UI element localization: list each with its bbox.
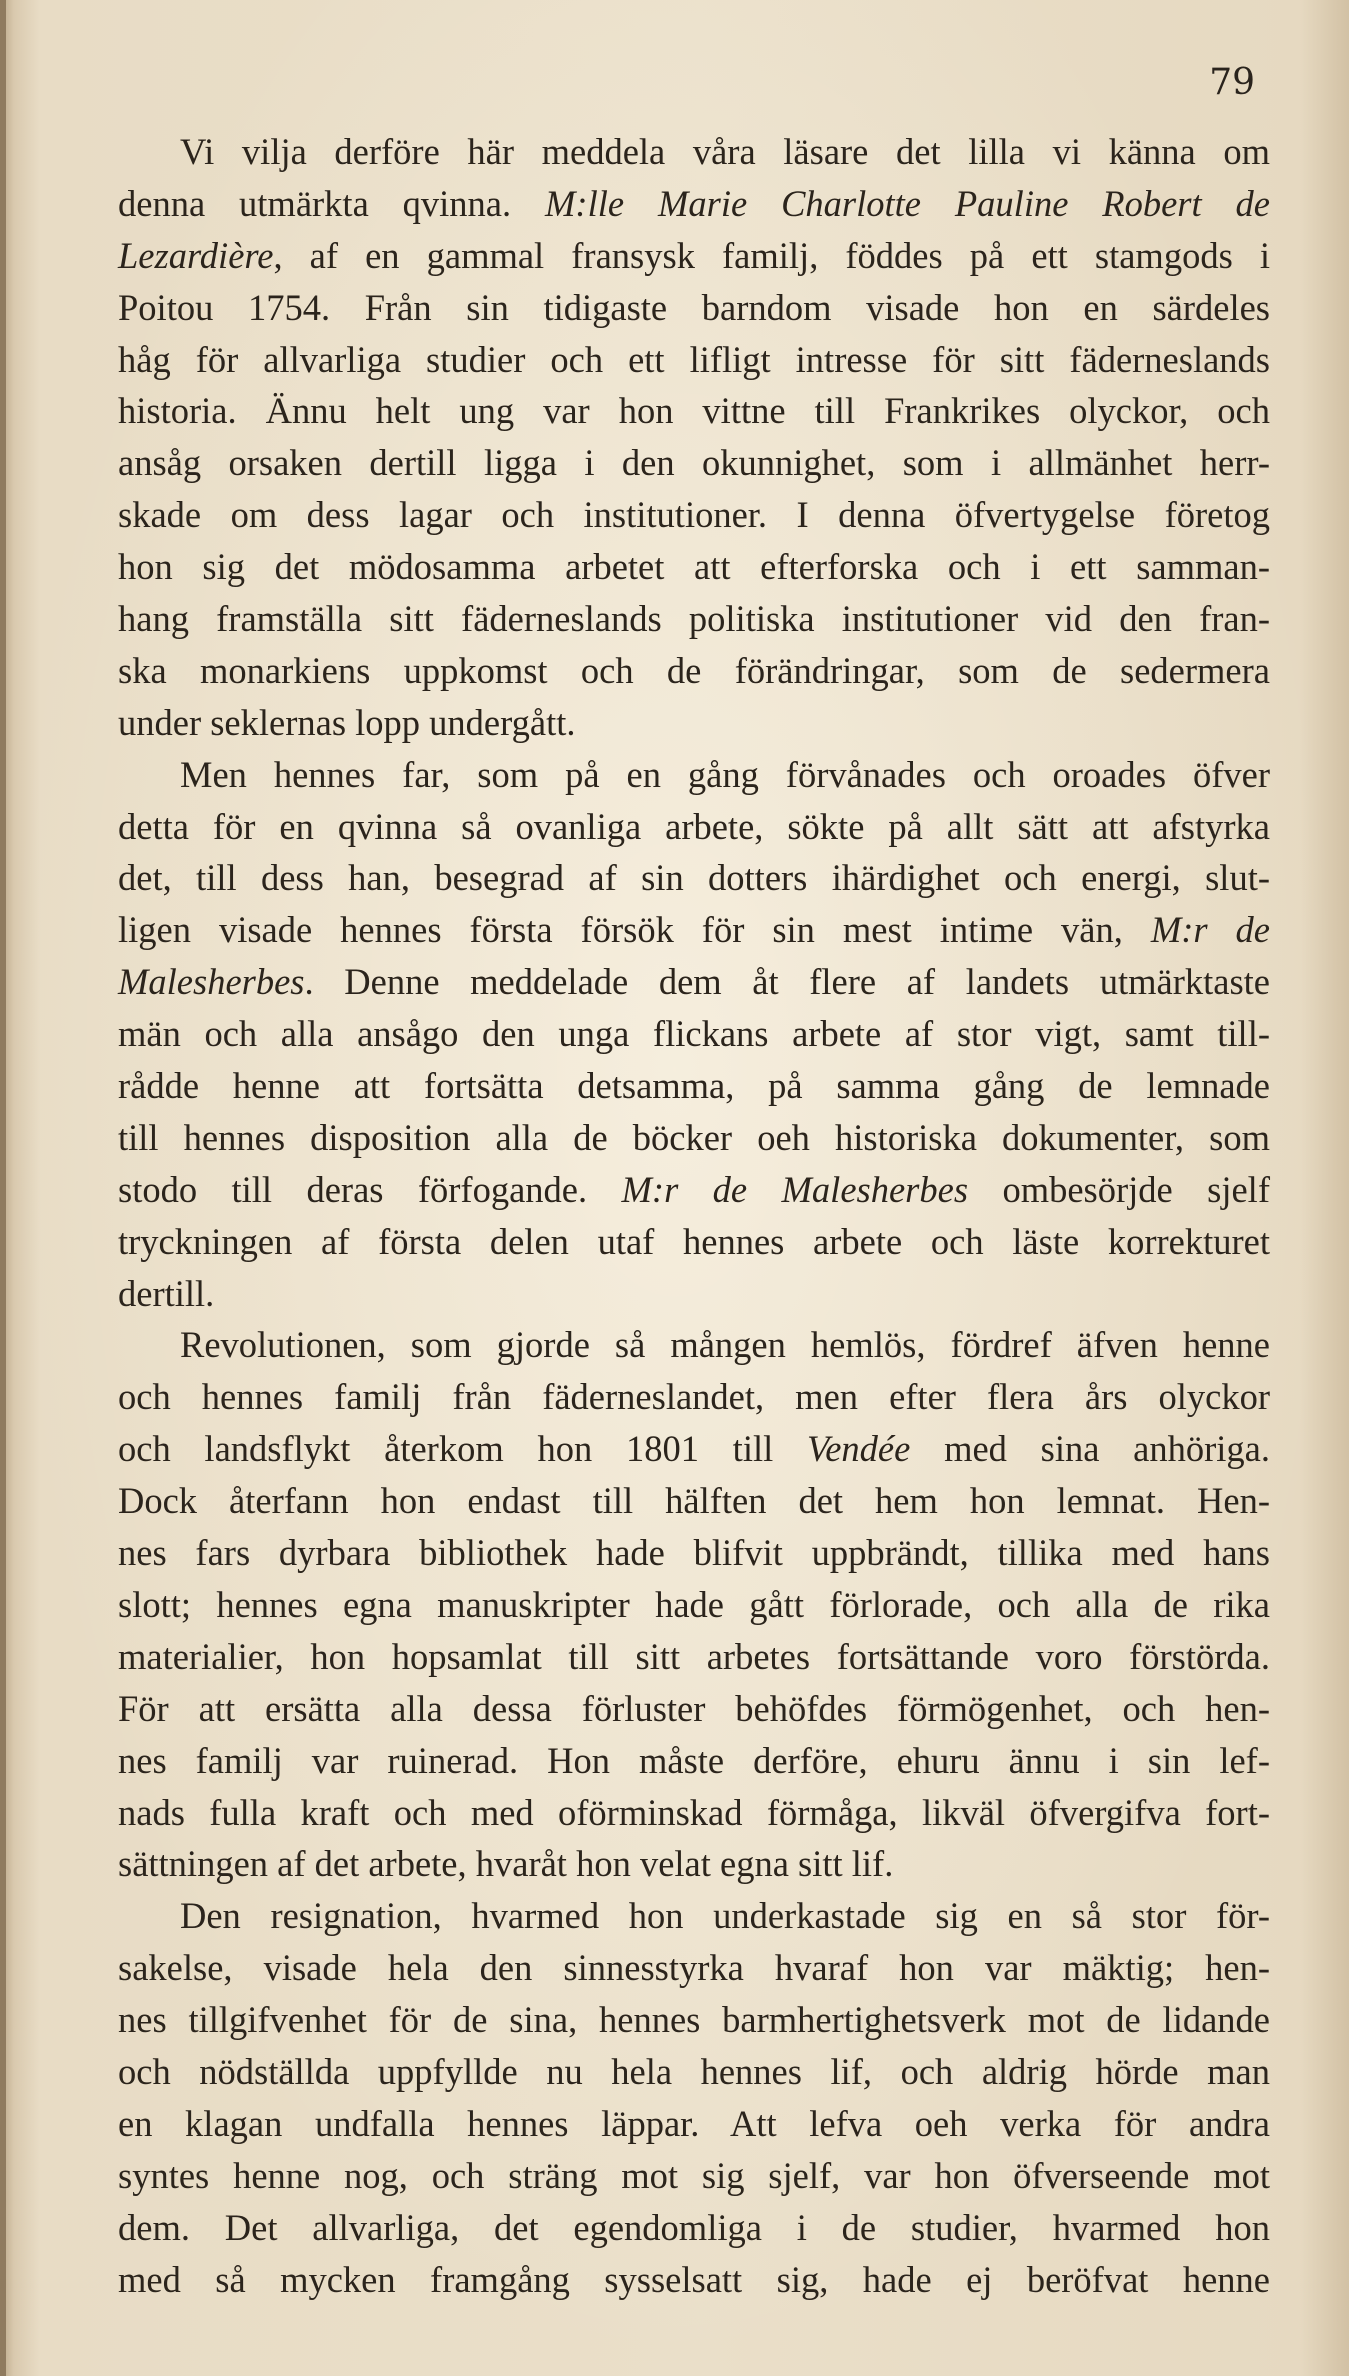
text-line: ligen visade hennes första försök för sin mest intime vän, M:r de [118, 909, 1270, 951]
text-line: nes familj var ruinerad. Hon måste derföre, ehuru ännu i sin lef- [118, 1739, 1270, 1781]
text-line: Malesherbes. Denne meddelade dem åt flere af landets utmärktaste [118, 961, 1270, 1003]
text-line: till hennes disposition alla de böcker oeh historiska dokumenter, som [118, 1116, 1270, 1158]
text-line: tryckningen af första delen utaf hennes arbete och läste korrekturet [118, 1220, 1270, 1262]
text-line: slott; hennes egna manuskripter hade gått förlorade, och alla de rika [118, 1583, 1270, 1625]
text-line: detta för en qvinna så ovanliga arbete, sökte på allt sätt att afstyrka [118, 805, 1270, 847]
text-line: sättningen af det arbete, hvaråt hon velat egna sitt lif. [118, 1843, 894, 1885]
text-line: med så mycken framgång sysselsatt sig, hade ej beröfvat henne [118, 2258, 1270, 2300]
page-binding-edge [0, 0, 6, 2376]
text-line: Vi vilja derföre här meddela våra läsare det lilla vi känna om [180, 131, 1270, 172]
text-line: och hennes familj från fäderneslandet, men efter flera års olyckor [118, 1376, 1270, 1418]
text-line: nes tillgifvenhet för de sina, hennes barmhertighetsverk mot de lidande [118, 1999, 1270, 2041]
text-line: skade om dess lagar och institutioner. I denna öfvertygelse företog [118, 494, 1270, 536]
text-line: det, till dess han, besegrad af sin dotters ihärdighet och energi, slut- [118, 857, 1270, 899]
italic-name: M:r de Malesherbes [621, 1168, 969, 1210]
text-line: För att ersätta alla dessa förluster behöfdes förmögenhet, och hen- [118, 1687, 1270, 1729]
text-line: materialier, hon hopsamlat till sitt arbetes fortsättande voro förstörda. [118, 1635, 1270, 1677]
text-line: ansåg orsaken dertill ligga i den okunnighet, som i allmänhet herr- [118, 442, 1270, 484]
text-line: Den resignation, hvarmed hon underkastade sig en så stor för- [180, 1895, 1270, 1937]
text-line: män och alla ansågo den unga flickans arbete af stor vigt, samt till- [118, 1013, 1270, 1055]
text-line: dertill. [118, 1272, 215, 1314]
italic-name: Malesherbes [118, 961, 305, 1003]
text-line: hon sig det mödosamma arbetet att efterforska och i ett samman- [118, 546, 1270, 588]
text-line: under seklernas lopp undergått. [118, 701, 576, 743]
body-text [118, 126, 1270, 2305]
text-line: och nödställda uppfyllde nu hela hennes lif, och aldrig hörde man [118, 2050, 1270, 2092]
text-line: rådde henne att fortsätta detsamma, på samma gång de lemnade [118, 1065, 1270, 1107]
text-line: en klagan undfalla hennes läppar. Att lefva oeh verka för andra [118, 2102, 1270, 2144]
text-line: hang framställa sitt fäderneslands politiska institutioner vid den fran- [118, 598, 1270, 640]
text-line: Dock återfann hon endast till hälften det hem hon lemnat. Hen- [118, 1480, 1270, 1522]
italic-name: Vendée [806, 1428, 911, 1470]
text-line: sakelse, visade hela den sinnesstyrka hvaraf hon var mäktig; hen- [118, 1947, 1270, 1989]
text-line: syntes henne nog, och sträng mot sig sjelf, var hon öfverseende mot [118, 2154, 1270, 2196]
text-line: ska monarkiens uppkomst och de förändringar, som de sedermera [118, 649, 1270, 691]
text-line: historia. Ännu helt ung var hon vittne till Frankrikes olyckor, och [118, 390, 1270, 432]
page-number: 79 [1209, 62, 1255, 103]
text-line: Revolutionen, som gjorde så mången hemlös, fördref äfven henne [180, 1324, 1270, 1366]
text-line: håg för allvarliga studier och ett lifligt intresse för sitt fäderneslands [118, 338, 1270, 380]
text-line: Men hennes far, som på en gång förvånades och oroades öfver [180, 753, 1270, 795]
text-line: Poitou 1754. Från sin tidigaste barndom visade hon en särdeles [118, 286, 1270, 328]
text-line: nes fars dyrbara bibliothek hade blifvit uppbrändt, tillika med hans [118, 1532, 1270, 1574]
italic-name: M:r de [1150, 909, 1270, 951]
italic-name: M:lle Marie Charlotte Pauline Robert de [545, 182, 1270, 224]
text-line: nads fulla kraft och med oförminskad förmåga, likväl öfvergifva fort- [118, 1791, 1270, 1833]
text-line: dem. Det allvarliga, det egendomliga i de studier, hvarmed hon [118, 2206, 1270, 2248]
text-line: stodo till deras förfogande. M:r de Malesherbes ombesörjde sjelf [118, 1168, 1270, 1210]
text-line: Lezardière, af en gammal fransysk familj, föddes på ett stamgods i [118, 234, 1270, 276]
italic-name: Lezardière [118, 234, 274, 276]
text-line: och landsflykt återkom hon 1801 till Vendée med sina anhöriga. [118, 1428, 1270, 1470]
text-line: denna utmärkta qvinna. M:lle Marie Charlotte Pauline Robert de [118, 182, 1270, 224]
